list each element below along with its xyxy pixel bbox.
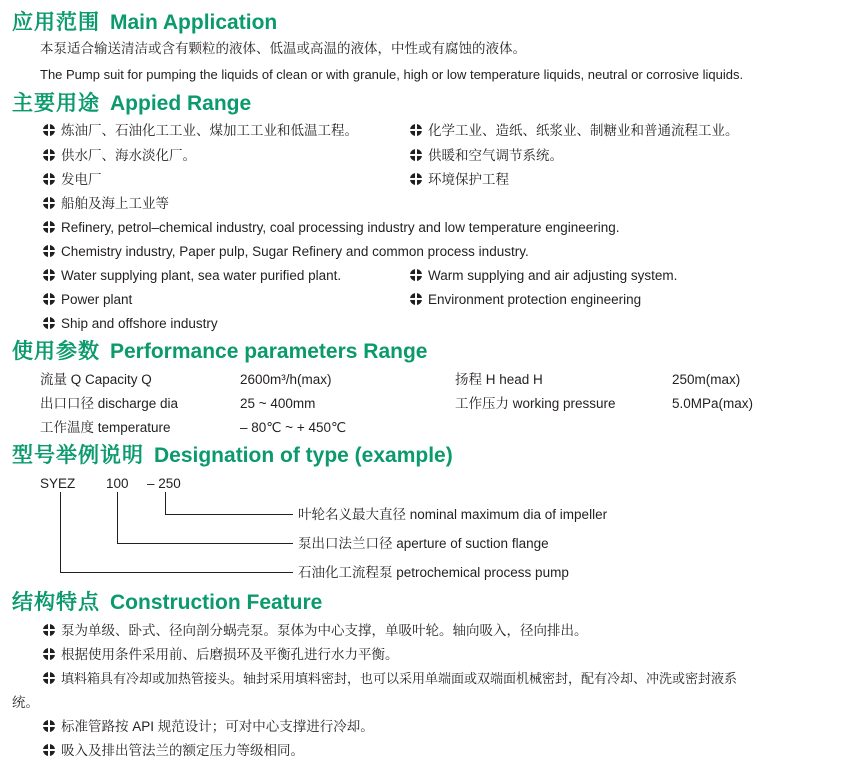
list-item: 泵为单级、卧式、径向剖分蜗壳泵。泵体为中心支撑，单吸叶轮。轴向吸入，径向排出。 [43,622,588,640]
leader-line-impeller-h [165,514,293,515]
list-item: 根据使用条件采用前、后磨损环及平衡孔进行水力平衡。 [43,646,399,664]
list-item: Power plant [43,291,132,309]
bullet-icon [43,149,55,161]
main-application-text-en: The Pump suit for pumping the liquids of clean or with granule, high or low temperature liquids, neutral or corrosive liquids. [40,67,744,82]
bullet-icon [43,245,55,257]
annotation-pump-type: 石油化工流程泵 petrochemical process pump [298,565,569,580]
bullet-icon [410,149,422,161]
section-heading-construction [12,590,322,616]
list-item: 炼油厂、石油化工工业、煤加工工业和低温工程。 [43,122,358,140]
bullet-icon [410,173,422,185]
bullet-icon [410,269,422,281]
bullet-icon [43,293,55,305]
list-item: 填料箱具有冷却或加热管接头。轴封采用填料密封，也可以采用单端面或双端面机械密封，配有冷却、冲洗或密封液系 [43,670,737,688]
heading-cn: 型号举例说明 [12,444,144,467]
section-heading-performance [12,339,427,365]
heading-cn: 主要用途 [12,92,100,115]
heading-en: Main Application [110,11,278,34]
list-item: 供暖和空气调节系统。 [410,147,563,165]
bullet-icon [43,672,55,684]
heading-en: Construction Feature [110,591,323,614]
bullet-icon [43,744,55,756]
bullet-icon [43,221,55,233]
heading-en: Designation of type (example) [154,444,453,467]
section-heading-designation [12,443,453,469]
section-heading-main-application [12,10,277,36]
bullet-icon [43,197,55,209]
heading-en: Performance parameters Range [110,340,428,363]
list-item: 吸入及排出管法兰的额定压力等级相同。 [43,742,304,760]
type-code-series: SYEZ [40,476,76,491]
list-item-continuation: 统。 [12,695,39,710]
list-item: Chemistry industry, Paper pulp, Sugar Refinery and common process industry. [43,243,529,261]
list-item: 发电厂 [43,171,102,189]
bullet-icon [43,173,55,185]
bullet-icon [410,124,422,136]
list-item: Refinery, petrol–chemical industry, coal processing industry and low temperature engineering. [43,219,620,237]
param-label: 工作压力 working pressure [455,396,616,411]
bullet-icon [43,720,55,732]
list-item: 供水厂、海水淡化厂。 [43,147,196,165]
section-heading-applied-range [12,91,251,117]
list-item: 化学工业、造纸、纸浆业、制糖业和普通流程工业。 [410,122,739,140]
heading-cn: 应用范围 [12,11,100,34]
leader-line-outlet-h [117,543,293,544]
leader-line-series-v [60,492,61,573]
bullet-icon [410,293,422,305]
param-label: 工作温度 temperature [40,420,171,435]
bullet-icon [43,124,55,136]
type-code-outlet: 100 [106,476,129,491]
list-item: 船舶及海上工业等 [43,195,169,213]
param-value: 2600m³/h(max) [240,372,332,387]
leader-line-series-h [60,572,293,573]
param-value: – 80℃ ~ + 450℃ [240,420,347,435]
heading-cn: 结构特点 [12,591,100,614]
heading-en: Appied Range [110,92,252,115]
list-item: Environment protection engineering [410,291,641,309]
leader-line-outlet-v [117,492,118,544]
list-item: 环境保护工程 [410,171,509,189]
bullet-icon [43,269,55,281]
leader-line-impeller-v [165,492,166,515]
bullet-icon [43,624,55,636]
list-item: Ship and offshore industry [43,315,218,333]
list-item: Water supplying plant, sea water purified plant. [43,267,341,285]
bullet-icon [43,317,55,329]
param-value: 250m(max) [672,372,741,387]
param-value: 5.0MPa(max) [672,396,754,411]
param-label: 出口口径 discharge dia [40,396,179,411]
main-application-text-cn: 本泵适合输送清洁或含有颗粒的液体、低温或高温的液体，中性或有腐蚀的液体。 [40,41,526,56]
bullet-icon [43,648,55,660]
param-label: 扬程 H head H [455,372,543,387]
param-label: 流量 Q Capacity Q [40,372,152,387]
list-item: 标准管路按 API 规范设计；可对中心支撑进行冷却。 [43,718,374,736]
annotation-flange: 泵出口法兰口径 aperture of suction flange [298,536,549,551]
heading-cn: 使用参数 [12,340,100,363]
type-code-impeller: – 250 [147,476,181,491]
list-item: Warm supplying and air adjusting system. [410,267,677,285]
annotation-impeller: 叶轮名义最大直径 nominal maximum dia of impeller [298,507,608,522]
param-value: 25 ~ 400mm [240,396,316,411]
